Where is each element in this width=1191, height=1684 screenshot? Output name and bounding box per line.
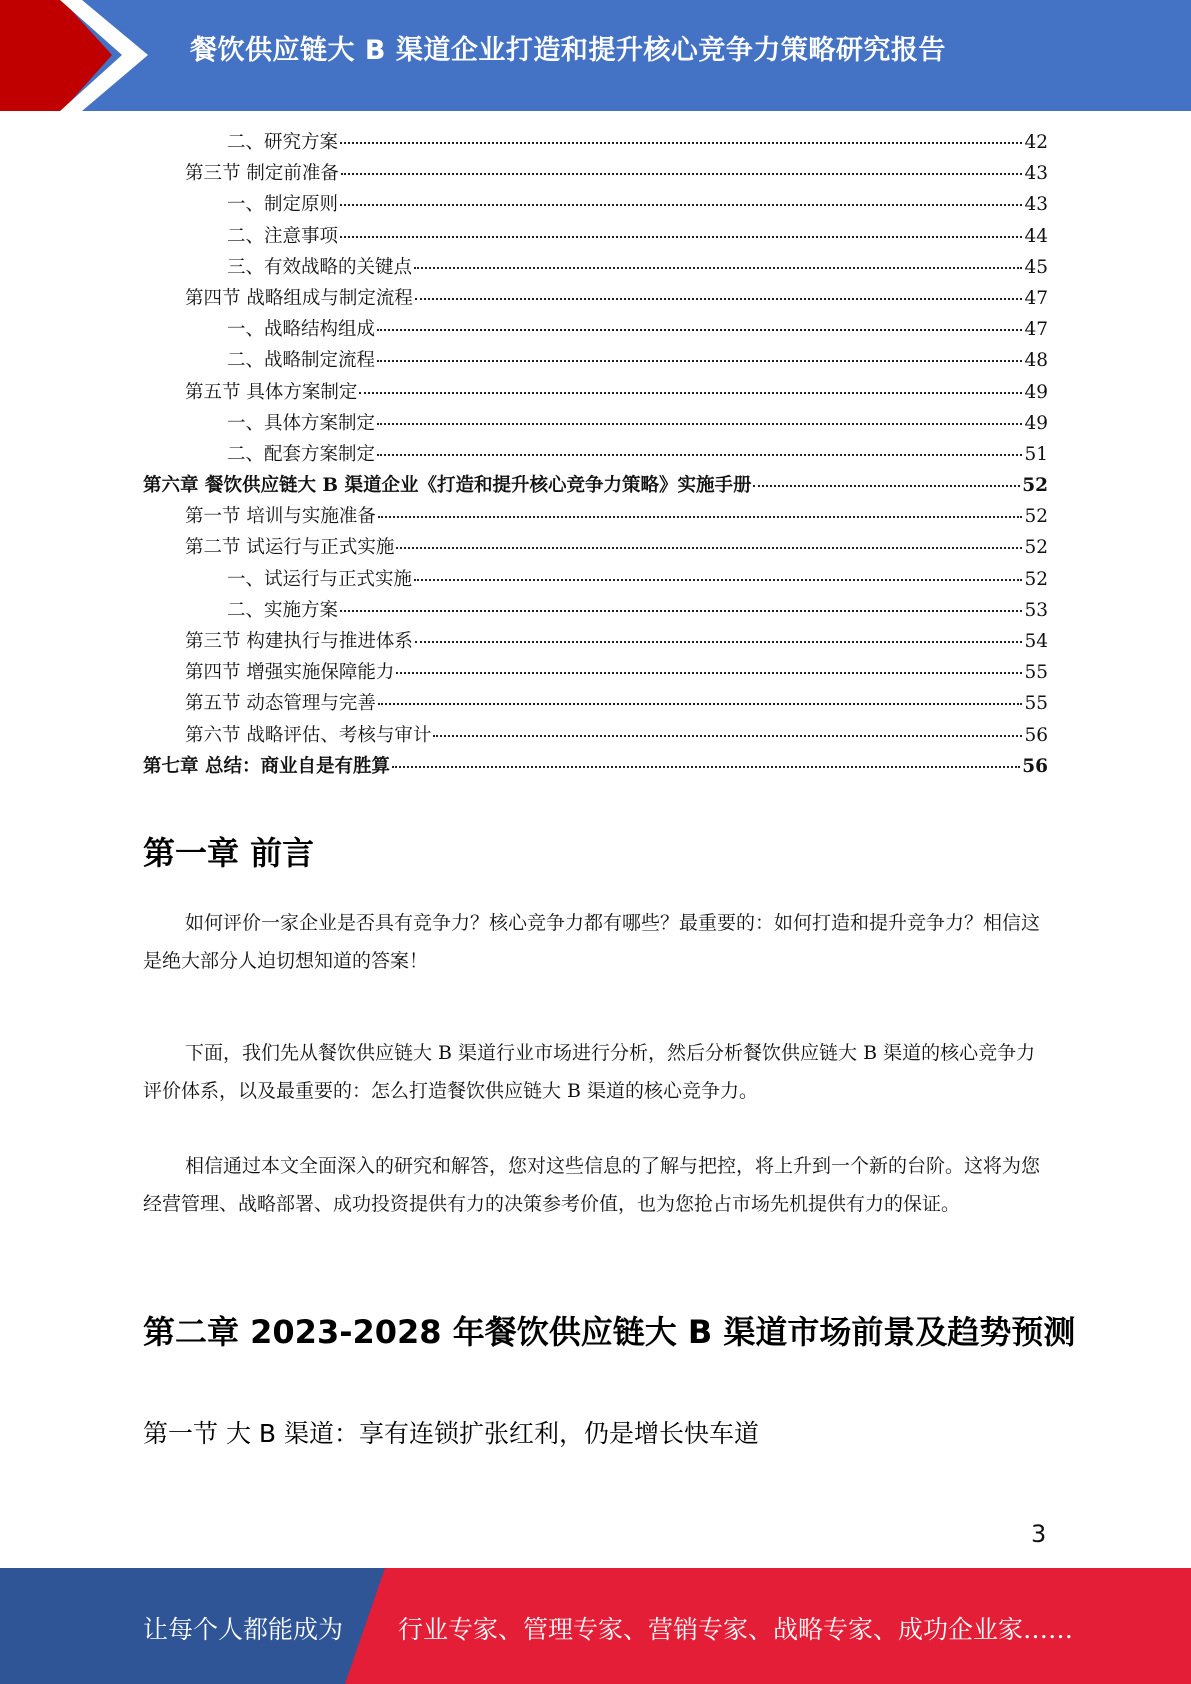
toc-entry-label: 第四节 增强实施保障能力 xyxy=(185,662,395,684)
toc-entry-label: 三、有效战略的关键点 xyxy=(227,256,413,278)
toc-entry[interactable] xyxy=(143,222,1048,253)
toc-entry-label: 二、实施方案 xyxy=(227,599,339,621)
toc-leader-dots xyxy=(340,610,1022,612)
toc-entry[interactable] xyxy=(143,658,1048,689)
toc-entry-page: 51 xyxy=(1024,443,1048,465)
toc-entry-page: 52 xyxy=(1024,568,1048,590)
toc-entry[interactable] xyxy=(143,596,1048,627)
toc-leader-dots xyxy=(340,236,1022,238)
toc-entry-page: 47 xyxy=(1024,319,1048,341)
toc-entry[interactable] xyxy=(143,253,1048,284)
toc-leader-dots xyxy=(359,392,1022,394)
toc-entry[interactable] xyxy=(143,409,1048,440)
toc-entry-page: 52 xyxy=(1024,506,1048,528)
toc-entry-page: 43 xyxy=(1024,194,1048,216)
paragraph-3: 相信通过本文全面深入的研究和解答，您对这些信息的了解与把控，将上升到一个新的台阶。这将为您经营管理、战略部署、成功投资提供有力的决策参考价值，也为您抢占市场先机提供有力的保证。 xyxy=(143,1155,1041,1215)
chapter-1-title: 第一章 前言 xyxy=(143,834,315,872)
paragraph-1: 如何评价一家企业是否具有竞争力？核心竞争力都有哪些？最重要的：如何打造和提升竞争力？相信这是绝大部分人迫切想知道的答案！ xyxy=(143,912,1041,972)
toc-entry-page: 44 xyxy=(1024,225,1048,247)
toc-entry[interactable] xyxy=(143,159,1048,190)
toc-entry-label: 第四节 战略组成与制定流程 xyxy=(185,287,413,309)
toc-entry-page: 43 xyxy=(1024,163,1048,185)
toc-entry-page: 45 xyxy=(1024,256,1048,278)
footer-banner xyxy=(0,1568,1191,1684)
toc-entry-page: 56 xyxy=(1022,755,1048,777)
toc-entry-page: 52 xyxy=(1022,475,1048,497)
toc-entry-label: 第二节 试运行与正式实施 xyxy=(185,537,395,559)
toc-leader-dots xyxy=(378,703,1023,705)
toc-entry-label: 第五节 动态管理与完善 xyxy=(185,693,376,715)
report-title: 餐饮供应链大 B 渠道企业打造和提升核心竞争力策略研究报告 xyxy=(190,35,946,66)
toc-entry-page: 49 xyxy=(1024,412,1048,434)
toc-entry-label: 一、试运行与正式实施 xyxy=(227,568,413,590)
toc-entry-page: 49 xyxy=(1024,381,1048,403)
toc-leader-dots xyxy=(396,672,1022,674)
toc-leader-dots xyxy=(378,516,1023,518)
toc-entry-page: 52 xyxy=(1024,537,1048,559)
toc-entry[interactable] xyxy=(143,190,1048,221)
toc-entry-label: 一、制定原则 xyxy=(227,194,339,216)
toc-entry-label: 第三节 构建执行与推进体系 xyxy=(185,631,413,652)
toc-entry-label: 一、战略结构组成 xyxy=(227,319,376,341)
toc-leader-dots xyxy=(340,142,1022,144)
toc-leader-dots xyxy=(377,454,1022,456)
header-red-block xyxy=(0,0,140,111)
toc-entry-page: 53 xyxy=(1024,599,1048,621)
toc-entry-label: 第三节 制定前准备 xyxy=(185,163,339,185)
toc-entry-label: 第六节 战略评估、考核与审计 xyxy=(185,724,432,746)
toc-entry[interactable] xyxy=(143,689,1048,720)
table-of-contents xyxy=(143,128,1048,783)
toc-entry-page: 47 xyxy=(1024,287,1048,309)
toc-entry-label: 二、战略制定流程 xyxy=(227,350,376,372)
toc-entry[interactable] xyxy=(143,471,1048,502)
toc-leader-dots xyxy=(377,329,1022,331)
toc-entry-page: 54 xyxy=(1024,631,1048,652)
toc-leader-dots xyxy=(753,485,1020,487)
toc-entry[interactable] xyxy=(143,752,1048,783)
toc-leader-dots xyxy=(377,423,1022,425)
toc-leader-dots xyxy=(414,579,1022,581)
toc-leader-dots xyxy=(377,360,1022,362)
toc-leader-dots xyxy=(414,267,1022,269)
toc-entry[interactable] xyxy=(143,502,1048,533)
toc-entry[interactable] xyxy=(143,565,1048,596)
toc-entry[interactable] xyxy=(143,346,1048,377)
toc-entry-label: 一、具体方案制定 xyxy=(227,412,376,434)
toc-entry[interactable] xyxy=(143,721,1048,752)
toc-entry-label: 第七章 总结：商业自是有胜算 xyxy=(143,755,390,777)
toc-entry-page: 42 xyxy=(1024,132,1048,153)
toc-leader-dots xyxy=(341,173,1023,175)
toc-entry-label: 第六章 餐饮供应链大 B 渠道企业《打造和提升核心竞争力策略》实施手册 xyxy=(143,475,752,497)
toc-leader-dots xyxy=(392,766,1020,768)
toc-entry-label: 二、注意事项 xyxy=(227,225,339,247)
toc-leader-dots xyxy=(340,204,1022,206)
toc-entry[interactable] xyxy=(143,378,1048,409)
toc-entry[interactable] xyxy=(143,627,1048,658)
page-number: 3 xyxy=(1031,1520,1047,1548)
chapter-2-title: 第二章 2023-2028 年餐饮供应链大 B 渠道市场前景及趋势预测 xyxy=(143,1313,1076,1351)
toc-leader-dots xyxy=(433,735,1022,737)
toc-entry-page: 56 xyxy=(1024,724,1048,746)
toc-entry[interactable] xyxy=(143,284,1048,315)
toc-entry[interactable] xyxy=(143,128,1048,159)
toc-entry[interactable] xyxy=(143,315,1048,346)
toc-entry[interactable] xyxy=(143,440,1048,471)
toc-leader-dots xyxy=(415,298,1023,300)
toc-leader-dots xyxy=(415,641,1023,643)
toc-entry-label: 第一节 培训与实施准备 xyxy=(185,506,376,528)
footer-slogan-left: 让每个人都能成为 xyxy=(143,1615,344,1644)
toc-entry-page: 48 xyxy=(1024,350,1048,372)
footer-slogan-right: 行业专家、管理专家、营销专家、战略专家、成功企业家…… xyxy=(398,1615,1074,1644)
toc-entry-label: 二、研究方案 xyxy=(227,132,339,153)
toc-entry-label: 第五节 具体方案制定 xyxy=(185,381,358,403)
toc-entry-label: 二、配套方案制定 xyxy=(227,443,376,465)
toc-entry-page: 55 xyxy=(1024,693,1048,715)
header-banner xyxy=(0,0,1191,111)
section-1-title: 第一节 大 B 渠道：享有连锁扩张红利，仍是增长快车道 xyxy=(143,1419,759,1448)
paragraph-2: 下面，我们先从餐饮供应链大 B 渠道行业市场进行分析，然后分析餐饮供应链大 B 渠道的核心竞争力评价体系，以及最重要的：怎么打造餐饮供应链大 B 渠道的核心竞争力。 xyxy=(143,1042,1036,1102)
toc-entry-page: 55 xyxy=(1024,662,1048,684)
toc-leader-dots xyxy=(396,547,1022,549)
toc-entry[interactable] xyxy=(143,533,1048,564)
